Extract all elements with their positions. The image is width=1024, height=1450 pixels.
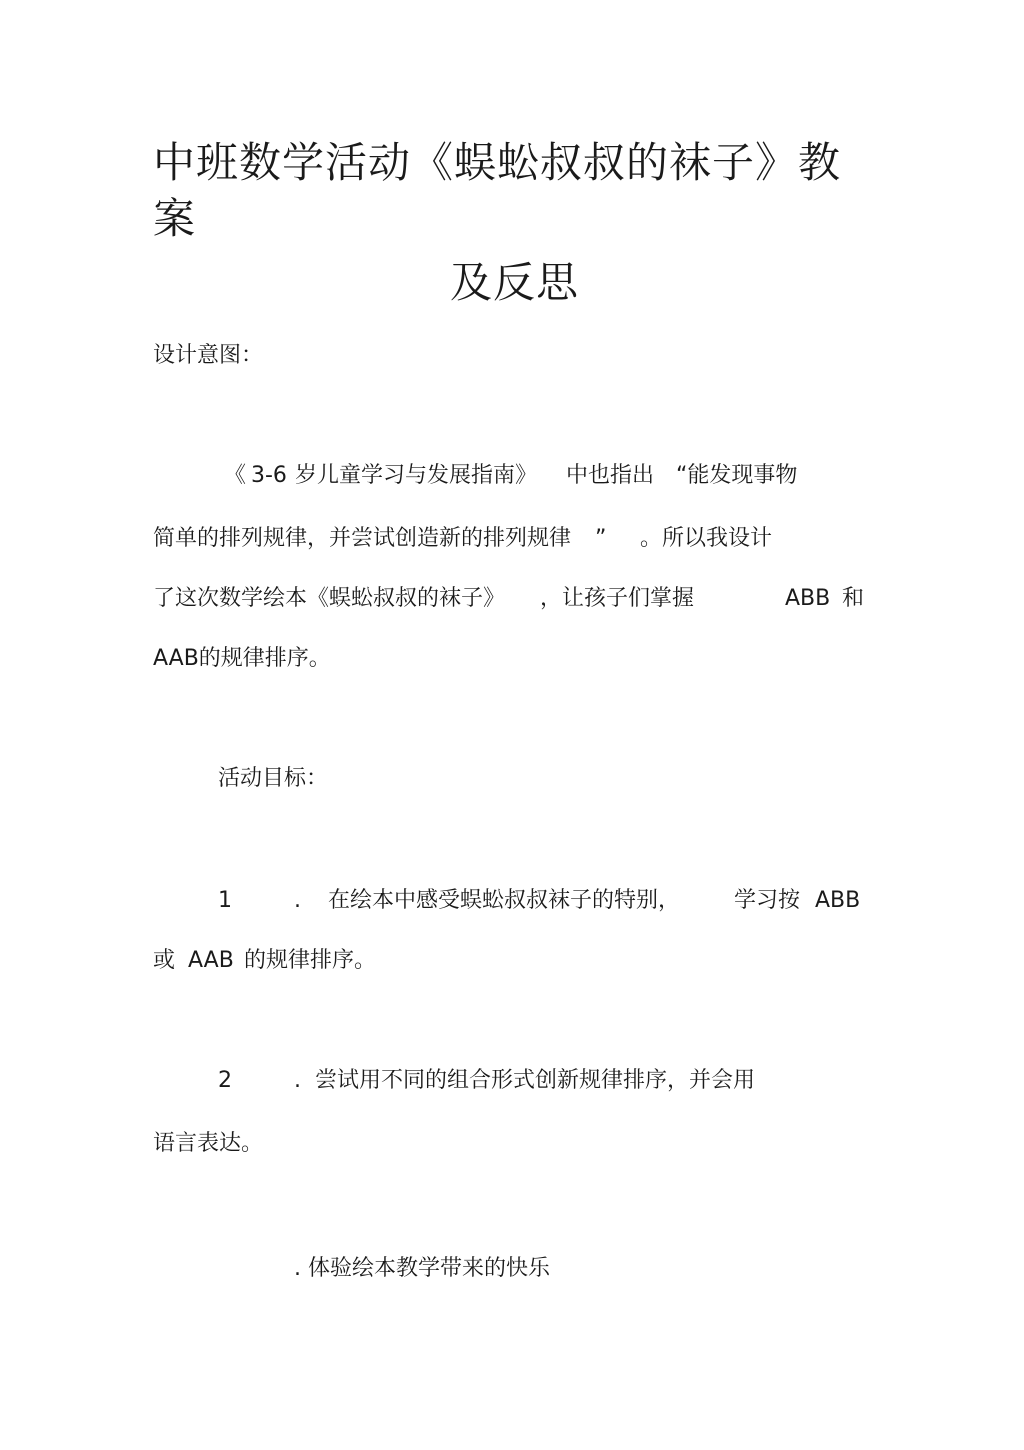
goal-text: 语言表达。 — [153, 1131, 264, 1156]
goal-dot: . — [294, 888, 301, 913]
design-intent-text: 《 — [224, 463, 247, 488]
design-intent-text: 和 — [842, 586, 865, 611]
design-intent-heading: 设计意图： — [153, 343, 264, 368]
design-intent-text: “能发现事物 — [676, 463, 798, 488]
design-intent-text: AAB的规律排序。 — [153, 646, 331, 671]
goal-text: ABB — [815, 888, 861, 913]
goal-dot: . — [294, 1068, 301, 1093]
design-intent-text: 中也指出 — [566, 463, 655, 488]
design-intent-text: 。所以我设计 — [640, 526, 773, 551]
design-intent-text: 岁儿童学习与发展指南》 — [295, 463, 538, 488]
goals-heading: 活动目标： — [218, 766, 329, 791]
goal-text: 学习按 — [734, 888, 801, 913]
document-title-line2: 案 — [153, 194, 197, 243]
goal-number: 2 — [218, 1068, 232, 1093]
design-intent-text: 简单的排列规律，并尝试创造新的排列规律 — [153, 526, 572, 551]
document-title-line1: 中班数学活动《蜈蚣叔叔的袜子》教 — [153, 138, 842, 187]
goal-text: 的规律排序。 — [244, 948, 377, 973]
design-intent-text: 3-6 — [251, 463, 287, 488]
goal-text: 或 — [153, 948, 176, 973]
goal-number: 1 — [218, 888, 232, 913]
document-title-line3: 及反思 — [450, 258, 580, 307]
goal-text: 在绘本中感受蜈蚣叔叔袜子的特别， — [328, 888, 681, 913]
design-intent-text: ABB — [785, 586, 831, 611]
goal-text: 尝试用不同的组合形式创新规律排序，并会用 — [315, 1068, 756, 1093]
goal-text: . 体验绘本教学带来的快乐 — [294, 1256, 550, 1281]
goal-text: AAB — [188, 948, 234, 973]
design-intent-text: 了这次数学绘本《蜈蚣叔叔的袜子》 — [153, 586, 506, 611]
design-intent-text: ” — [595, 526, 607, 551]
design-intent-text: ，让孩子们掌握 — [540, 586, 695, 611]
